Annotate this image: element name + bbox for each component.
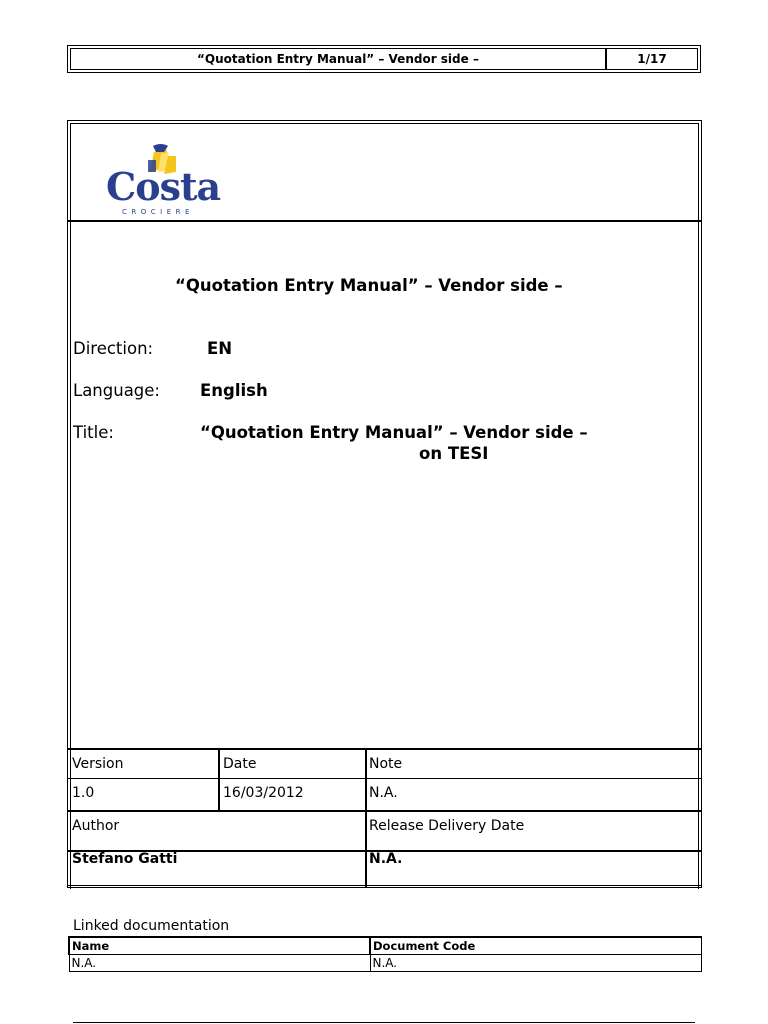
release-header: Release Delivery Date xyxy=(369,818,525,834)
table-header-row xyxy=(69,937,702,955)
linked-documentation-table xyxy=(68,936,702,972)
cover-frame xyxy=(67,120,702,888)
direction-value: EN xyxy=(207,339,233,358)
direction-label: Direction: xyxy=(73,339,154,358)
note-value: N.A. xyxy=(369,785,398,801)
logo-brand: Costa xyxy=(106,164,221,209)
author-header: Author xyxy=(72,818,120,834)
author-value: Stefano Gatti xyxy=(72,851,178,867)
table-row xyxy=(69,955,702,972)
language-label: Language: xyxy=(73,381,160,400)
page-header xyxy=(67,45,701,73)
title-value-line2: on TESI xyxy=(419,444,489,463)
document-code-header: Document Code xyxy=(370,937,702,955)
title-label: Title: xyxy=(73,423,114,442)
logo-sub: CROCIERE xyxy=(122,208,194,216)
version-header: Version xyxy=(72,756,124,772)
page-number: 1/17 xyxy=(637,52,667,66)
linked-documentation-title: Linked documentation xyxy=(73,918,230,934)
document-title: “Quotation Entry Manual” – Vendor side – xyxy=(175,276,563,295)
footer-rule xyxy=(73,1022,695,1023)
name-header: Name xyxy=(69,937,370,955)
date-header: Date xyxy=(223,756,257,772)
title-value-line1: “Quotation Entry Manual” – Vendor side – xyxy=(200,423,588,442)
costa-logo xyxy=(104,142,221,222)
language-value: English xyxy=(200,381,268,400)
version-value: 1.0 xyxy=(72,785,95,801)
note-header: Note xyxy=(369,756,403,772)
date-value: 16/03/2012 xyxy=(223,785,304,801)
header-title: “Quotation Entry Manual” – Vendor side – xyxy=(197,52,479,66)
document-code-cell: N.A. xyxy=(370,955,702,972)
name-cell: N.A. xyxy=(69,955,370,972)
release-value: N.A. xyxy=(369,851,403,867)
